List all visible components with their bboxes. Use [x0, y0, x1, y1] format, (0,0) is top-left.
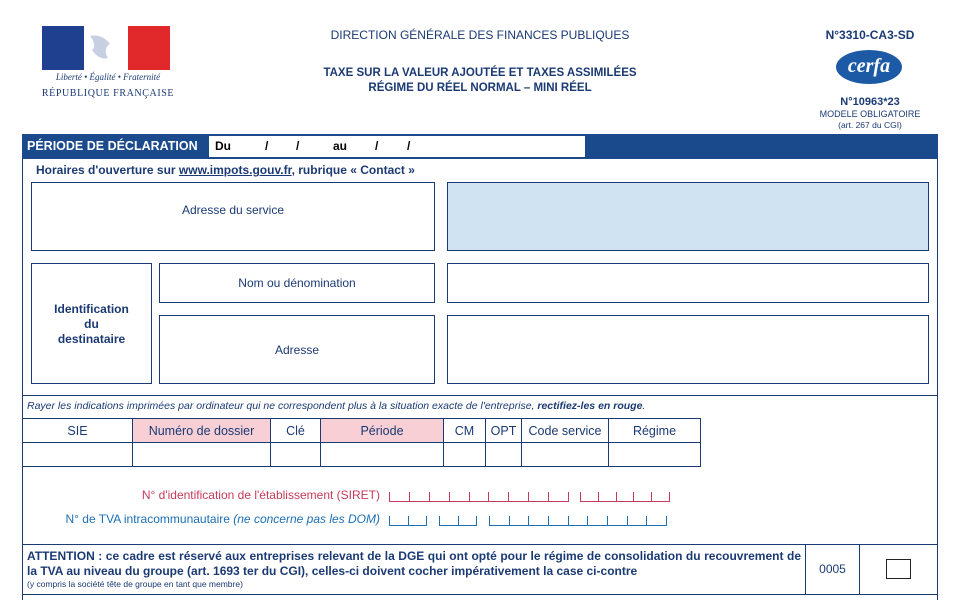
motto: Liberté • Égalité • Fraternité [55, 72, 161, 82]
comb-tick [666, 516, 667, 526]
comb-tick [580, 492, 581, 502]
comb-tick [389, 516, 390, 526]
header-regime: Régime [609, 419, 701, 443]
tva-siren-field[interactable] [489, 516, 667, 526]
opt-value[interactable] [486, 443, 522, 467]
form-title-line1: TAXE SUR LA VALEUR AJOUTÉE ET TAXES ASSIMILÉES [323, 67, 637, 79]
comb-tick [669, 492, 670, 502]
period-input[interactable] [209, 136, 585, 157]
marianne-logo [38, 22, 178, 107]
codes-table [22, 418, 701, 467]
regime-value[interactable] [609, 443, 701, 467]
name-field[interactable] [447, 263, 929, 303]
tva-intra-label: N° de TVA intracommunautaire (ne concerne pas les DOM) [65, 512, 380, 526]
period-label: PÉRIODE DE DÉCLARATION [27, 139, 198, 153]
comb-tick [449, 492, 450, 502]
period-slash: / [296, 139, 300, 153]
identification-box [31, 263, 152, 384]
period-slash: / [265, 139, 269, 153]
service-address-field[interactable] [447, 182, 929, 251]
comb-tick [408, 516, 409, 526]
comb-tick [627, 516, 628, 526]
comb-tick [568, 492, 569, 502]
comb-tick [389, 492, 390, 502]
siret-row [0, 488, 960, 506]
correction-notice: Rayer les indications imprimées par ordinateur qui ne correspondent plus à la situation exacte de l'entreprise, rectifiez-les en rouge. [27, 400, 646, 412]
form-title-line2: RÉGIME DU RÉEL NORMAL – MINI RÉEL [368, 82, 592, 94]
cm-value[interactable] [444, 443, 486, 467]
form-title [250, 66, 710, 96]
comb-tick [633, 492, 634, 502]
divider [22, 395, 938, 396]
article-reference: (art. 267 du CGI) [838, 120, 902, 130]
code-0005: 0005 [819, 562, 846, 576]
period-du-label: Du [215, 139, 231, 153]
comb-tick [646, 516, 647, 526]
comb-tick [587, 516, 588, 526]
cle-value[interactable] [271, 443, 321, 467]
periode-value[interactable] [321, 443, 444, 467]
comb-tick [508, 492, 509, 502]
consolidation-checkbox[interactable] [886, 559, 911, 579]
sie-value[interactable] [23, 443, 133, 467]
comb-tick [509, 516, 510, 526]
siret-label: N° d'identification de l'établissement (SIRET) [141, 488, 380, 502]
form-number: N°3310-CA3-SD [825, 28, 915, 42]
comb-tick [568, 516, 569, 526]
comb-tick [426, 516, 427, 526]
comb-tick [476, 516, 477, 526]
comb-tick [616, 492, 617, 502]
header-numero-dossier: Numéro de dossier [133, 419, 271, 443]
address-field[interactable] [447, 315, 929, 384]
header-sie: SIE [23, 419, 133, 443]
impots-link[interactable]: www.impots.gouv.fr [178, 163, 292, 177]
comb-tick [488, 492, 489, 502]
tva-prefix-field[interactable] [389, 516, 427, 526]
tva-intra-row [0, 512, 960, 530]
address-label: Adresse [274, 343, 320, 357]
name-label-box [159, 263, 435, 303]
name-label: Nom ou dénomination [238, 276, 356, 290]
service-address-box [31, 182, 435, 251]
flag-icon [42, 26, 170, 70]
cerfa-number: N°10963*23 [840, 96, 900, 108]
divider [22, 544, 938, 545]
republique-francaise: RÉPUBLIQUE FRANÇAISE [41, 88, 175, 99]
period-au-label: au [333, 139, 348, 153]
opening-hours: Horaires d'ouverture sur www.impots.gouv.fr, rubrique « Contact » [36, 163, 415, 177]
header-opt: OPT [486, 419, 522, 443]
cerfa-logo: cerfa [836, 50, 902, 84]
comb-tick [548, 516, 549, 526]
comb-tick [528, 516, 529, 526]
numero-dossier-value[interactable] [133, 443, 271, 467]
header-code-service: Code service [522, 419, 609, 443]
service-address-label: Adresse du service [181, 203, 285, 217]
siret-field[interactable] [389, 492, 569, 502]
comb-tick [528, 492, 529, 502]
header-cle: Clé [271, 419, 321, 443]
attention-text: ATTENTION : ce cadre est réservé aux entreprises relevant de la DGE qui ont opté pour le régime de consolidation du recouvrement de la TVA au niveau du groupe (art. 1693 ter du CGI), celles-ci doivent cocher impérativement la case ci-contre [27, 549, 801, 578]
attention-note: (y compris la société tête de groupe en tant que membre) [27, 579, 243, 589]
direction-title: DIRECTION GÉNÉRALE DES FINANCES PUBLIQUES [330, 28, 630, 42]
comb-tick [469, 492, 470, 502]
period-slash: / [407, 139, 411, 153]
comb-tick [458, 516, 459, 526]
modele-obligatoire: MODELE OBLIGATOIRE [819, 109, 921, 119]
divider [22, 594, 938, 595]
siret-nic-field[interactable] [580, 492, 670, 502]
comb-tick [439, 516, 440, 526]
comb-tick [429, 492, 430, 502]
comb-tick [489, 516, 490, 526]
identification-label: Identification du destinataire [54, 302, 129, 346]
address-label-box [159, 315, 435, 384]
comb-tick [548, 492, 549, 502]
comb-tick [607, 516, 608, 526]
code-service-value[interactable] [522, 443, 609, 467]
header-periode: Période [321, 419, 444, 443]
period-slash: / [375, 139, 379, 153]
header-cm: CM [444, 419, 486, 443]
comb-tick [598, 492, 599, 502]
comb-tick [651, 492, 652, 502]
comb-tick [409, 492, 410, 502]
tva-key-field[interactable] [439, 516, 477, 526]
